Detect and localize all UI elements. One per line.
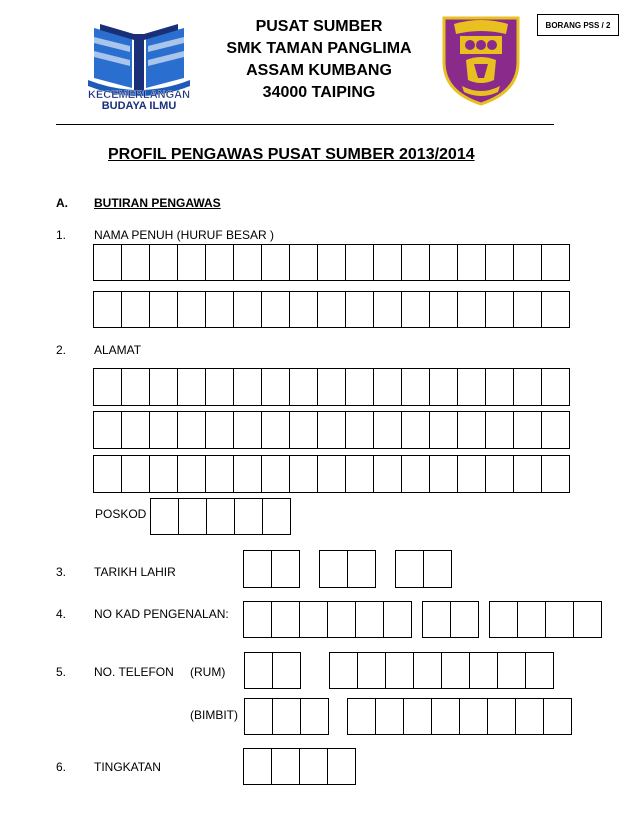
input-box[interactable] [542, 244, 570, 281]
input-box[interactable] [122, 244, 150, 281]
input-box[interactable] [384, 601, 412, 638]
input-box[interactable] [514, 368, 542, 406]
input-box[interactable] [234, 291, 262, 328]
input-box[interactable] [374, 411, 402, 449]
input-box[interactable] [376, 698, 404, 735]
input-box[interactable] [235, 498, 263, 535]
input-box[interactable] [178, 411, 206, 449]
school-line-1: PUSAT SUMBER [255, 18, 383, 35]
input-box[interactable] [374, 368, 402, 406]
input-box[interactable] [514, 411, 542, 449]
nama-boxes-row-2[interactable] [93, 291, 570, 328]
input-box[interactable] [348, 550, 376, 588]
input-box[interactable] [374, 244, 402, 281]
input-box[interactable] [430, 368, 458, 406]
input-box[interactable] [402, 368, 430, 406]
input-box[interactable] [245, 698, 273, 735]
school-line-4: 34000 TAIPING [262, 84, 376, 101]
input-box[interactable] [544, 698, 572, 735]
input-box[interactable] [206, 368, 234, 406]
input-box[interactable] [262, 411, 290, 449]
field-number-alamat: 2. [56, 343, 67, 357]
section-heading: BUTIRAN PENGAWAS [94, 196, 221, 210]
field-number-nama: 1. [56, 228, 67, 242]
input-box[interactable] [178, 368, 206, 406]
input-box[interactable] [272, 601, 300, 638]
input-box[interactable] [272, 550, 300, 588]
input-box[interactable] [290, 411, 318, 449]
input-box[interactable] [486, 411, 514, 449]
input-box[interactable] [442, 652, 470, 689]
kecemerlangan-logo [84, 16, 194, 112]
input-box[interactable] [122, 411, 150, 449]
input-box[interactable] [356, 601, 384, 638]
input-box[interactable] [290, 455, 318, 493]
input-box[interactable] [206, 455, 234, 493]
input-box[interactable] [207, 498, 235, 535]
input-box[interactable] [542, 455, 570, 493]
input-box[interactable] [458, 244, 486, 281]
input-box[interactable] [244, 748, 272, 785]
input-box[interactable] [94, 411, 122, 449]
tingkatan-boxes[interactable] [243, 748, 356, 785]
input-box[interactable] [94, 291, 122, 328]
input-box[interactable] [122, 455, 150, 493]
kad-boxes-part-1[interactable] [243, 601, 412, 638]
input-box[interactable] [402, 244, 430, 281]
input-box[interactable] [328, 748, 356, 785]
input-box[interactable] [273, 698, 301, 735]
input-box[interactable] [300, 601, 328, 638]
input-box[interactable] [330, 652, 358, 689]
input-box[interactable] [150, 411, 178, 449]
kad-boxes-part-3[interactable] [489, 601, 602, 638]
input-box[interactable] [318, 455, 346, 493]
input-box[interactable] [386, 652, 414, 689]
input-box[interactable] [458, 291, 486, 328]
alamat-boxes-row-3[interactable] [93, 455, 570, 493]
input-box[interactable] [402, 291, 430, 328]
field-number-telefon: 5. [56, 665, 67, 679]
input-box[interactable] [424, 550, 452, 588]
input-box[interactable] [526, 652, 554, 689]
input-box[interactable] [514, 455, 542, 493]
field-number-tingkatan: 6. [56, 760, 67, 774]
input-box[interactable] [451, 601, 479, 638]
input-box[interactable] [262, 291, 290, 328]
input-box[interactable] [263, 498, 291, 535]
input-box[interactable] [94, 368, 122, 406]
input-box[interactable] [414, 652, 442, 689]
tarikh-year-boxes[interactable] [395, 550, 452, 588]
input-box[interactable] [262, 455, 290, 493]
input-box[interactable] [346, 455, 374, 493]
input-box[interactable] [498, 652, 526, 689]
input-box[interactable] [206, 411, 234, 449]
input-box[interactable] [518, 601, 546, 638]
input-box[interactable] [470, 652, 498, 689]
input-box[interactable] [432, 698, 460, 735]
input-box[interactable] [122, 368, 150, 406]
input-box[interactable] [346, 368, 374, 406]
kad-pengenalan-label: NO KAD PENGENALAN: [94, 607, 229, 621]
input-box[interactable] [290, 368, 318, 406]
input-box[interactable] [150, 244, 178, 281]
school-crest-icon [440, 14, 522, 106]
logo-text-line1: KECEMERLANGAN [87, 89, 191, 101]
poskod-label: POSKOD [95, 507, 147, 521]
input-box[interactable] [318, 244, 346, 281]
input-box[interactable] [290, 244, 318, 281]
input-box[interactable] [486, 244, 514, 281]
input-box[interactable] [178, 244, 206, 281]
input-box[interactable] [458, 455, 486, 493]
input-box[interactable] [346, 291, 374, 328]
input-box[interactable] [273, 652, 301, 689]
input-box[interactable] [546, 601, 574, 638]
input-box[interactable] [486, 455, 514, 493]
input-box[interactable] [150, 455, 178, 493]
telefon-rum-area-boxes[interactable] [244, 652, 301, 689]
tarikh-lahir-label: TARIKH LAHIR [94, 565, 176, 579]
input-box[interactable] [460, 698, 488, 735]
header-divider [56, 124, 554, 125]
input-box[interactable] [542, 368, 570, 406]
input-box[interactable] [514, 291, 542, 328]
tarikh-day-boxes[interactable] [243, 550, 300, 588]
input-box[interactable] [458, 368, 486, 406]
input-box[interactable] [374, 455, 402, 493]
page-title: PROFIL PENGAWAS PUSAT SUMBER 2013/2014 [108, 146, 475, 163]
input-box[interactable] [542, 291, 570, 328]
input-box[interactable] [178, 455, 206, 493]
alamat-label: ALAMAT [94, 343, 142, 357]
input-box[interactable] [358, 652, 386, 689]
input-box[interactable] [262, 244, 290, 281]
telefon-bimbit-prefix-boxes[interactable] [244, 698, 329, 735]
alamat-boxes-row-1[interactable] [93, 368, 570, 406]
input-box[interactable] [151, 498, 179, 535]
poskod-boxes[interactable] [150, 498, 291, 535]
input-box[interactable] [290, 291, 318, 328]
input-box[interactable] [488, 698, 516, 735]
input-box[interactable] [206, 244, 234, 281]
input-box[interactable] [346, 244, 374, 281]
input-box[interactable] [272, 748, 300, 785]
input-box[interactable] [542, 411, 570, 449]
input-box[interactable] [318, 368, 346, 406]
input-box[interactable] [423, 601, 451, 638]
input-box[interactable] [234, 411, 262, 449]
alamat-boxes-row-2[interactable] [93, 411, 570, 449]
input-box[interactable] [374, 291, 402, 328]
input-box[interactable] [178, 291, 206, 328]
form-code-badge: BORANG PSS / 2 [537, 14, 619, 36]
input-box[interactable] [300, 748, 328, 785]
input-box[interactable] [328, 601, 356, 638]
input-box[interactable] [402, 455, 430, 493]
telefon-rum-number-boxes[interactable] [329, 652, 554, 689]
nama-boxes-row-1[interactable] [93, 244, 570, 281]
input-box[interactable] [346, 411, 374, 449]
input-box[interactable] [430, 455, 458, 493]
input-box[interactable] [396, 550, 424, 588]
telefon-bimbit-number-boxes[interactable] [347, 698, 572, 735]
field-number-kad: 4. [56, 607, 67, 621]
input-box[interactable] [404, 698, 432, 735]
input-box[interactable] [348, 698, 376, 735]
field-number-tarikh: 3. [56, 565, 67, 579]
input-box[interactable] [430, 411, 458, 449]
input-box[interactable] [490, 601, 518, 638]
input-box[interactable] [486, 291, 514, 328]
telefon-rum-label: (RUM) [190, 665, 226, 679]
input-box[interactable] [245, 652, 273, 689]
input-box[interactable] [206, 291, 234, 328]
school-line-2: SMK TAMAN PANGLIMA [226, 40, 412, 57]
input-box[interactable] [430, 291, 458, 328]
input-box[interactable] [94, 244, 122, 281]
input-box[interactable] [458, 411, 486, 449]
tingkatan-label: TINGKATAN [94, 760, 161, 774]
input-box[interactable] [486, 368, 514, 406]
telefon-bimbit-label: (BIMBIT) [190, 708, 238, 722]
section-letter: A. [56, 196, 68, 210]
input-box[interactable] [179, 498, 207, 535]
input-box[interactable] [122, 291, 150, 328]
input-box[interactable] [262, 368, 290, 406]
input-box[interactable] [402, 411, 430, 449]
input-box[interactable] [94, 455, 122, 493]
input-box[interactable] [318, 411, 346, 449]
nama-label: NAMA PENUH (HURUF BESAR ) [94, 228, 275, 242]
input-box[interactable] [516, 698, 544, 735]
input-box[interactable] [150, 291, 178, 328]
input-box[interactable] [320, 550, 348, 588]
school-line-3: ASSAM KUMBANG [246, 62, 392, 79]
input-box[interactable] [234, 368, 262, 406]
logo-text-line2: BUDAYA ILMU [101, 100, 177, 112]
tarikh-month-boxes[interactable] [319, 550, 376, 588]
kad-boxes-part-2[interactable] [422, 601, 479, 638]
input-box[interactable] [318, 291, 346, 328]
telefon-label: NO. TELEFON [94, 665, 174, 679]
input-box[interactable] [514, 244, 542, 281]
input-box[interactable] [430, 244, 458, 281]
input-box[interactable] [574, 601, 602, 638]
input-box[interactable] [234, 455, 262, 493]
input-box[interactable] [301, 698, 329, 735]
input-box[interactable] [234, 244, 262, 281]
input-box[interactable] [244, 550, 272, 588]
input-box[interactable] [244, 601, 272, 638]
input-box[interactable] [150, 368, 178, 406]
